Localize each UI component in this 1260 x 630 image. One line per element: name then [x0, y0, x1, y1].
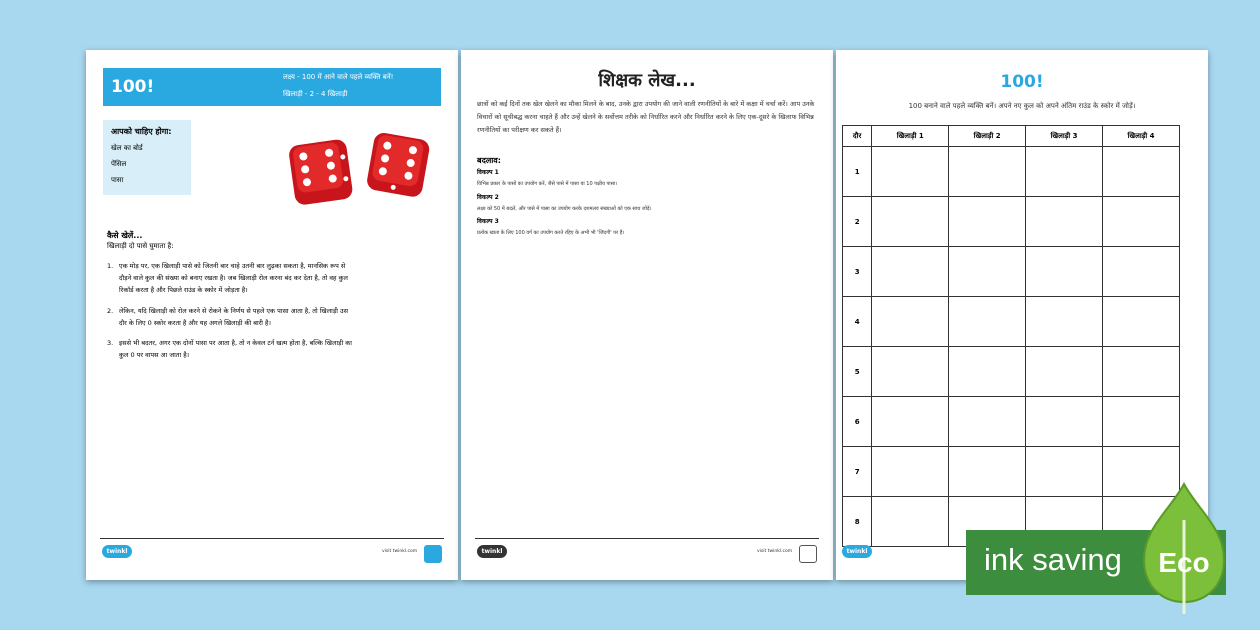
table-row	[843, 297, 1180, 347]
eco-badge-text: Eco	[1158, 547, 1210, 578]
variation-text: प्रत्येक खाता के लिए 100 वर्ग का उपयोग करते रहिए के अभी भी 'जिंदगी' पर हैं।	[477, 230, 625, 236]
score-cell	[872, 247, 949, 297]
players-text: खिलाड़ी - 2 - 4 खिलाड़ी	[283, 90, 348, 98]
twinkl-logo: twinkl	[477, 545, 507, 558]
round-number: 6	[843, 397, 872, 447]
goal-text: लक्ष्य - 100 में आने वाले पहले व्यक्ति बनें!	[283, 73, 394, 81]
footer-divider	[475, 538, 819, 539]
teacher-notes-title: शिक्षक लेख...	[598, 70, 696, 91]
table-row	[843, 447, 1180, 497]
score-cell	[1026, 247, 1103, 297]
materials-title: आपको चाहिए होगा:	[111, 127, 172, 136]
score-cell	[1103, 197, 1180, 247]
materials-item: पासा	[111, 176, 124, 184]
variation-label: विकल्प 3	[477, 218, 499, 225]
step-text: एक मोड़ पर, एक खिलाड़ी पासे को जितनी बार चाहे उतनी बार लुढ़का सकता है, मानसिक रूप से दौड़ने वाले कुल की संख्या को बनाए रखता है। जब खिलाड़ी रोल करना बंद कर देता है, तो वह कुल रिकॉर्ड करता है और पिछले राउंड के स्कोर में जोड़ता है।	[119, 262, 348, 294]
howto-intro: खिलाड़ी दो पासे घुमाता है:	[107, 242, 174, 250]
score-cell	[949, 147, 1026, 197]
score-cell	[949, 297, 1026, 347]
badge-icon	[799, 545, 817, 563]
round-number: 1	[843, 147, 872, 197]
column-header: दौर	[843, 126, 872, 147]
round-number: 5	[843, 347, 872, 397]
variation-text: लक्ष्य को 50 में बदलें, और पासे में पासा का उपयोग करके दशमलव संख्याओं को एक साथ जोड़ें।	[477, 206, 652, 212]
score-cell	[1026, 397, 1103, 447]
worksheet-page-teacher-notes	[461, 50, 833, 580]
twinkl-logo: twinkl	[102, 545, 132, 558]
page-title: 100!	[111, 77, 155, 97]
round-number: 8	[843, 497, 872, 547]
eco-leaf-icon	[1138, 480, 1230, 615]
howto-title: कैसे खेलें...	[107, 231, 143, 240]
visit-link: visit twinkl.com	[382, 549, 418, 554]
score-cell	[949, 247, 1026, 297]
table-row	[843, 147, 1180, 197]
score-cell	[1026, 147, 1103, 197]
teacher-notes-paragraph: छात्रों को कई दिनों तक खेल खेलने का मौका मिलने के बाद, उनके द्वारा उपयोग की जाने वाली रणनीतियों के बारे में कक्षा में चर्चा करें। आप उनके विचारों को सूचीबद्ध करना चाहते हैं और उन्हें खेलने के सर्वोत्तम तरीके को निर्धारित करने और निर्धारित करने के लिए एक-दूसरे के खिलाफ विभिन्न रणनीतियों का परीक्षण कर सकते हैं।	[477, 100, 815, 134]
score-cell	[949, 347, 1026, 397]
die-left-icon	[288, 138, 354, 205]
score-cell	[872, 347, 949, 397]
score-cell	[1103, 397, 1180, 447]
worksheet-page-rules	[86, 50, 458, 580]
score-cell	[872, 297, 949, 347]
variation-label: विकल्प 2	[477, 194, 499, 201]
twinkl-logo: twinkl	[842, 545, 872, 558]
table-row	[843, 247, 1180, 297]
score-cell	[949, 197, 1026, 247]
column-header: खिलाड़ी 3	[1026, 126, 1103, 147]
score-table	[842, 125, 1180, 547]
scoresheet-instruction: 100 बनाने वाले पहले व्यक्ति बनें। अपने नए कुल को अपने अंतिम राउंड के स्कोर में जोड़ें।	[908, 102, 1136, 110]
round-number: 4	[843, 297, 872, 347]
materials-box	[103, 120, 191, 195]
step-number: 2.	[107, 307, 114, 315]
score-cell	[872, 147, 949, 197]
die-right-icon	[366, 132, 431, 198]
step-text: लेकिन, यदि खिलाड़ी को रोल करने से रोकने के निर्णय से पहले एक पासा आता है, तो खिलाड़ी उस दौर के लिए 0 स्कोर करता है और यह अगले खिलाड़ी की बारी है।	[119, 307, 349, 327]
footer-divider	[100, 538, 444, 539]
score-cell	[949, 447, 1026, 497]
badge-icon	[424, 545, 442, 563]
step-number: 3.	[107, 339, 114, 347]
score-cell	[872, 447, 949, 497]
table-row	[843, 397, 1180, 447]
variation-label: विकल्प 1	[477, 169, 499, 176]
score-cell	[1103, 297, 1180, 347]
score-cell	[1103, 347, 1180, 397]
table-row	[843, 197, 1180, 247]
variation-text: विभिन्न प्रकार के पासों का उपयोग करें, जैसे पासे में पासा या 10 पक्षीय पासा।	[477, 181, 618, 187]
round-number: 2	[843, 197, 872, 247]
step-number: 1.	[107, 262, 114, 270]
table-row	[843, 347, 1180, 397]
scoresheet-title: 100!	[1000, 72, 1044, 92]
score-cell	[872, 397, 949, 447]
score-cell	[872, 497, 949, 547]
score-cell	[1103, 147, 1180, 197]
variations-title: बदलाव:	[477, 156, 501, 165]
round-number: 3	[843, 247, 872, 297]
visit-link: visit twinkl.com	[757, 549, 793, 554]
score-cell	[1026, 197, 1103, 247]
materials-item: पेंसिल	[111, 160, 127, 168]
ink-saving-label: ink saving	[984, 542, 1122, 577]
column-header: खिलाड़ी 2	[949, 126, 1026, 147]
score-cell	[1026, 297, 1103, 347]
materials-item: खेल का बोर्ड	[111, 144, 143, 152]
score-cell	[949, 397, 1026, 447]
title-banner	[103, 68, 441, 106]
round-number: 7	[843, 447, 872, 497]
column-header: खिलाड़ी 4	[1103, 126, 1180, 147]
score-table-header	[843, 126, 1180, 147]
step-text: इससे भी बदतर, अगर एक दोनों पासा पर आता है, तो न केवल टर्न खत्म होता है, बल्कि खिलाड़ी का कुल 0 पर वापस आ जाता है।	[119, 339, 352, 359]
column-header: खिलाड़ी 1	[872, 126, 949, 147]
score-cell	[1026, 347, 1103, 397]
score-cell	[872, 197, 949, 247]
score-cell	[1103, 247, 1180, 297]
score-cell	[1026, 447, 1103, 497]
dice-illustration	[284, 132, 434, 212]
